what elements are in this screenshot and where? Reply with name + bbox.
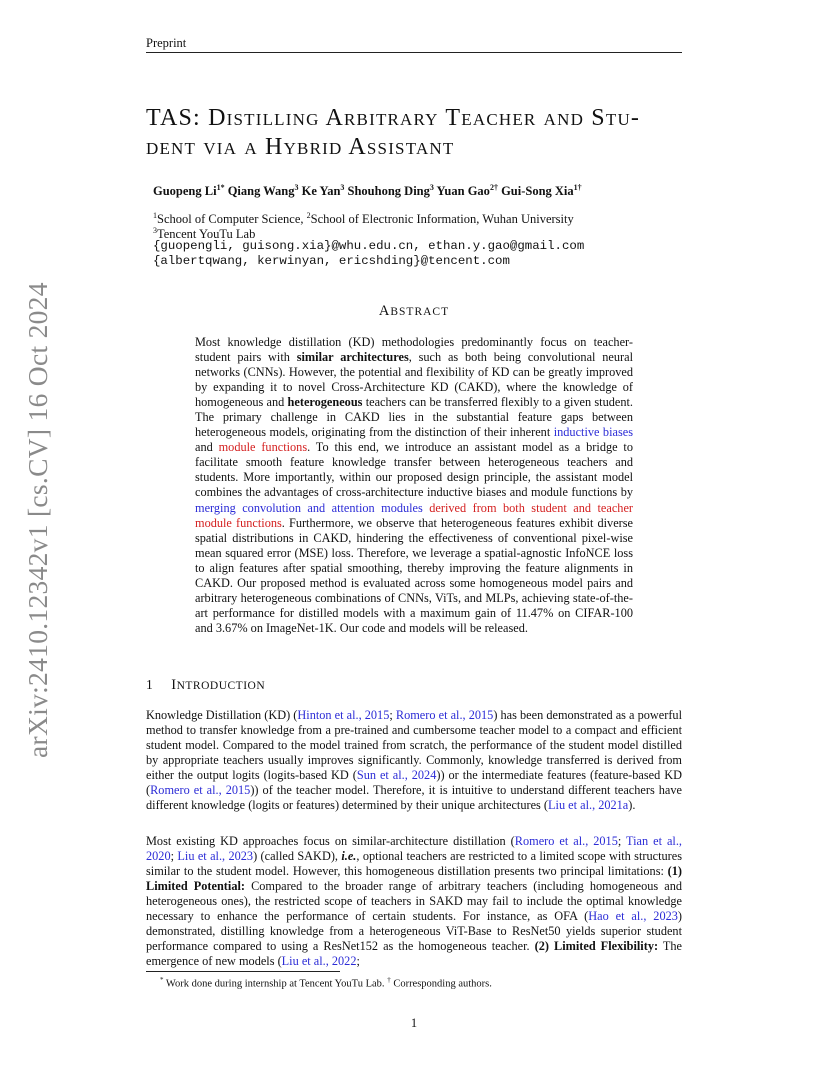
citation-link[interactable]: Liu et al., 2022 <box>281 954 357 969</box>
author-name: Ke Yan <box>301 184 341 199</box>
email-line-2: {albertqwang, kerwinyan, ericshding}@tencent.com <box>153 254 510 268</box>
author-name: Qiang Wang <box>227 184 295 199</box>
author-list <box>153 183 582 199</box>
citation-link[interactable]: Hinton et al., 2015 <box>297 708 390 722</box>
footnote-rule <box>146 971 340 972</box>
citation-link[interactable]: Sun et al., 2024 <box>356 768 437 783</box>
author-mark: 3 <box>294 183 299 192</box>
author-name: Shouhong Ding <box>347 184 430 199</box>
citation-link[interactable]: Romero et al., 2015 <box>150 783 251 798</box>
citation-link[interactable]: Tian et al., 2020 <box>146 834 682 864</box>
paper-title: TAS: Distilling Arbitrary Teacher and Stu- dent via a Hybrid Assistant <box>146 105 641 160</box>
author-name: Gui-Song Xia <box>501 184 574 199</box>
citation-link[interactable]: Liu et al., 2021a <box>548 798 629 813</box>
header-rule <box>146 52 682 53</box>
page-number: 1 <box>410 1016 418 1030</box>
citation-link[interactable]: Romero et al., 2015 <box>514 834 618 848</box>
abstract-heading: ABSTRACT <box>378 303 450 319</box>
abstract-body: Most knowledge distillation (KD) methodologies predominantly focus on teacher-student pairs with similar architectures, such as both being convolutional neural networks (CNNs). However, the potential and flexibility of KD can be greatly improved by expanding it to novel Cross-Architecture KD (CAKD), where the knowledge of homogeneous and heterogeneous teachers can be transferred flexibly to a given student. The primary challenge in CAKD lies in the substantial feature gaps between heterogeneous models, originating from the distinction of their inherent inductive biases and module functions. To this end, we introduce an assistant model as a bridge to facilitate smooth feature knowledge transfer between heterogeneous teachers and students. More importantly, within our proposed design principle, the assistant model combines the advantages of cross-architecture inductive biases and module functions by merging convolution and attention modules derived from both student and teacher module functions. Furthermore, we observe that heterogeneous features exhibit diverse spatial distributions in CAKD, hindering the effectiveness of conventional pixel-wise mean squared error (MSE) loss. Therefore, we leverage a spatial-agnostic InfoNCE loss to align features after spatial smoothing, thereby improving the feature alignments in CAKD. Our proposed method is evaluated across some homogeneous model pairs and arbitrary heterogeneous combinations of CNNs, ViTs, and MLPs, achieving state-of-the-art performance for distilled models with a maximum gain of 11.47% on CIFAR-100 and 3.67% on ImageNet-1K. Our code and models will be released. <box>195 335 633 635</box>
intro-paragraph-2: Most existing KD approaches focus on similar-architecture distillation (Romero et al., 2015; Tian et al., 2020; Liu et al., 2023) (called SAKD), i.e., optional teachers are restricted to a limited scope with structures similar to the student model. However, this homogeneous distillation presents two principal limitations: (1) Limited Potential: Compared to the broader range of arbitrary teachers (including homogeneous and heterogeneous ones), the restricted scope of teachers in SAKD may fail to include the optimal knowledge necessary to enhance the performance of certain students. For instance, as OFA (Hao et al., 2023) demonstrated, distilling knowledge from a heterogeneous ViT-Base to ResNet50 yields superior student performance compared to using a ResNet152 as the homogeneous teacher. (2) Limited Flexibility: The emergence of new models (Liu et al., 2022; <box>146 834 683 969</box>
citation-link[interactable]: Romero et al., 2015 <box>395 708 494 722</box>
footnote: * Work done during internship at Tencent YouTu Lab. † Corresponding authors. <box>160 976 492 990</box>
citation-link[interactable]: Hao et al., 2023 <box>588 909 678 924</box>
affiliation-line-2: $^3$Tencent YouTu Lab <box>153 226 256 242</box>
author-mark: 3 <box>429 183 434 192</box>
author-mark: 1† <box>573 183 582 192</box>
section-heading-introduction: 1 INTRODUCTION <box>146 677 266 693</box>
author-name: Yuan Gao <box>436 184 490 199</box>
email-line-1: {guopengli, guisong.xia}@whu.edu.cn, ethan.y.gao@gmail.com <box>153 239 585 253</box>
arxiv-stamp: arXiv:2410.12342v1 [cs.CV] 16 Oct 2024 <box>22 282 53 758</box>
author-name: Guopeng Li <box>153 184 217 199</box>
affiliation-line-1: $^1$School of Computer Science, $^2$School of Electronic Information, Wuhan University <box>153 211 574 227</box>
running-header: Preprint <box>146 36 187 50</box>
author-mark: 1* <box>216 183 225 192</box>
intro-paragraph-1: Knowledge Distillation (KD) (Hinton et al., 2015; Romero et al., 2015) has been demonstrated as a powerful method to transfer knowledge from a pre-trained and cumbersome teacher model to a compact and efficient student model. Compared to the model trained from scratch, the performance of the student model distilled by appropriate teachers usually improves significantly. Commonly, knowledge transferred is derived from either the output logits (logits-based KD (Sun et al., 2024)) or the intermediate features (feature-based KD (Romero et al., 2015)) of the teacher model. Therefore, it is intuitive to understand different teachers have different knowledge (logits or features) determined by their unique architectures (Liu et al., 2021a). <box>146 708 682 813</box>
author-mark: 3 <box>340 183 345 192</box>
citation-link[interactable]: Liu et al., 2023 <box>177 849 254 864</box>
author-mark: 2† <box>489 183 498 192</box>
